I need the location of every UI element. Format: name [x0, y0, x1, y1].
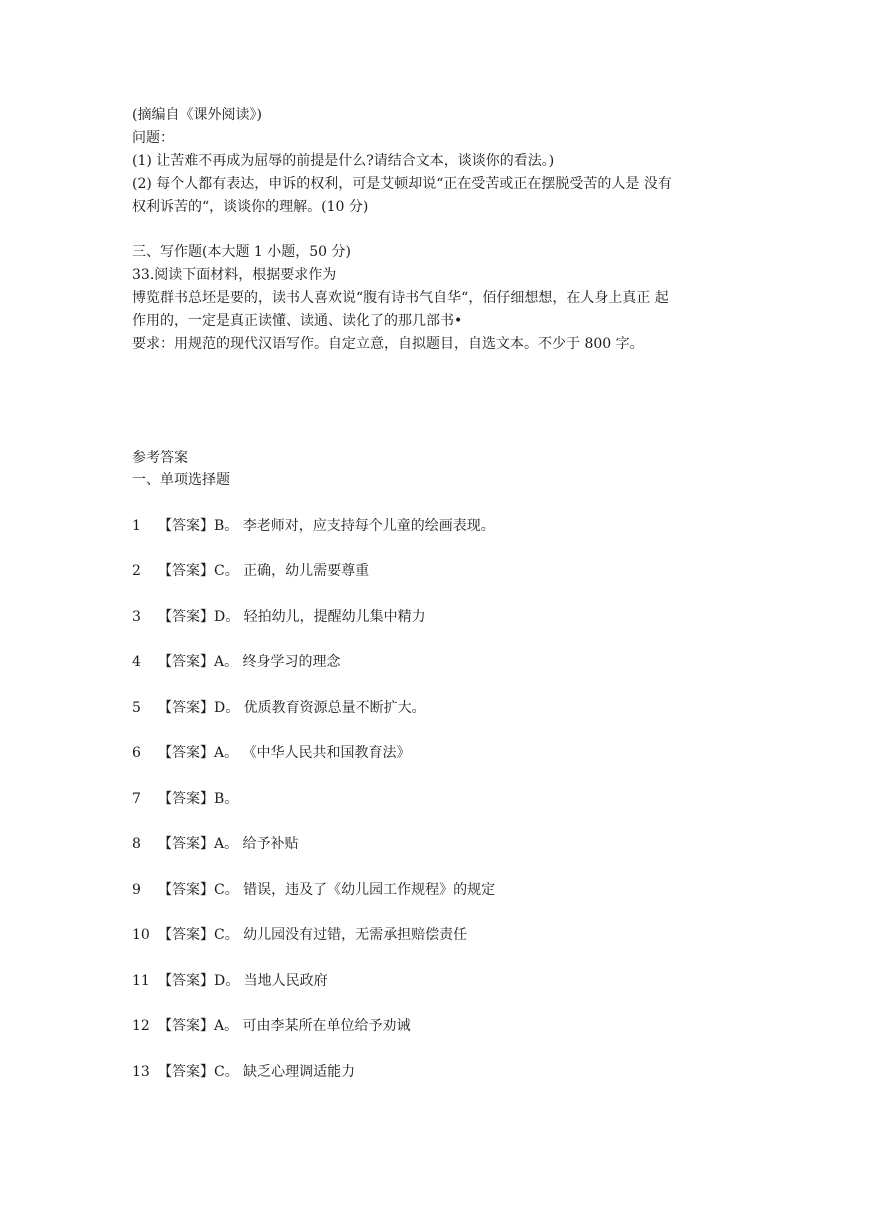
- writing-heading: 三、写作题(本大题 1 小题，50 分): [132, 244, 351, 260]
- writing-material-line-1: 博览群书总坯是要的，读书人喜欢说“腹有诗书气自华“，佰仔细想想，在人身上真正 起: [132, 290, 669, 306]
- answer-text: 【答案】A。 《中华人民共和国教育法》: [158, 745, 411, 761]
- answer-number: 1: [132, 518, 141, 534]
- answer-number: 6: [132, 745, 141, 761]
- answer-number: 5: [132, 700, 141, 716]
- question-2-line-2: 权利诉苦的“，谈谈你的理解。(10 分): [132, 199, 369, 215]
- answer-number: 7: [132, 791, 141, 807]
- answer-number: 8: [132, 836, 141, 852]
- answer-text: 【答案】C。 幼儿园没有过错，无需承担赔偿责任: [158, 927, 468, 943]
- answer-number: 3: [132, 609, 141, 625]
- reading-source: (摘编自《课外阅读》): [132, 107, 262, 123]
- answer-text: 【答案】A。 终身学习的理念: [158, 654, 341, 670]
- answer-text: 【答案】D。 优质教育资源总量不断扩大。: [158, 700, 426, 716]
- writing-material-line-2: 作用的，一定是真正读懂、读通、读化了的那几部书•: [132, 313, 463, 329]
- answers-title: 参考答案: [132, 450, 188, 466]
- answer-number: 11: [132, 973, 150, 989]
- answer-text: 【答案】A。 给予补贴: [158, 836, 299, 852]
- answer-number: 4: [132, 654, 141, 670]
- answer-text: 【答案】C。 缺乏心理调适能力: [158, 1064, 356, 1080]
- answer-text: 【答案】B。: [158, 791, 239, 807]
- answer-number: 2: [132, 563, 141, 579]
- answer-number: 13: [132, 1064, 150, 1080]
- question-1: (1) 让苦难不再成为屈辱的前提是什么?请结合文本，谈谈你的看法。): [132, 153, 555, 169]
- answer-text: 【答案】A。 可由李某所在单位给予劝诫: [158, 1018, 411, 1034]
- writing-requirement: 要求：用规范的现代汉语写作。自定立意，自拟题目，自选文本。不少于 800 字。: [132, 336, 644, 352]
- answer-text: 【答案】C。 错误，违及了《幼儿园工作规程》的规定: [158, 882, 496, 898]
- answer-number: 10: [132, 927, 150, 943]
- answer-text: 【答案】B。 李老师对，应支持每个儿童的绘画表现。: [158, 518, 495, 534]
- answers-section-heading: 一、单项选择题: [132, 472, 230, 488]
- answer-number: 12: [132, 1018, 150, 1034]
- question-2-line-1: (2) 每个人都有表达，申诉的权利，可是艾顿却说“正在受苦或正在摆脱受苦的人是 没有: [132, 176, 672, 192]
- answer-text: 【答案】C。 正确，幼儿需要尊重: [158, 563, 370, 579]
- questions-label: 问题：: [132, 130, 174, 146]
- answer-text: 【答案】D。 当地人民政府: [158, 973, 328, 989]
- answer-text: 【答案】D。 轻拍幼儿，提醒幼儿集中精力: [158, 609, 426, 625]
- writing-prompt: 33.阅读下面材料，根据要求作为: [132, 267, 337, 283]
- answer-number: 9: [132, 882, 141, 898]
